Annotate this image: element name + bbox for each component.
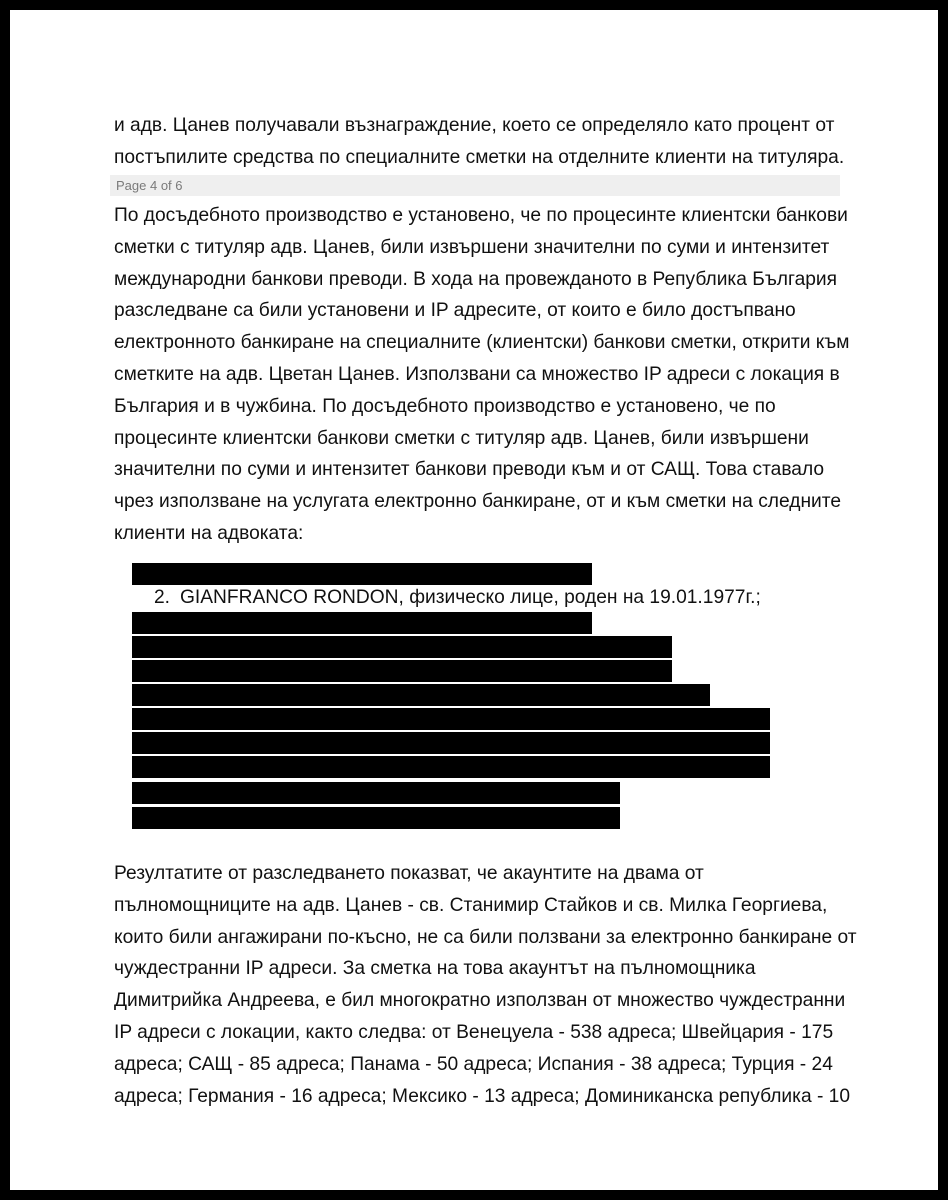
text-line: процесинте клиентски банкови сметки с титуляр адв. Цанев, били извършени — [114, 427, 809, 449]
list-item-number: 2. — [153, 587, 170, 608]
redaction-bar — [132, 782, 620, 804]
text-line: пълномощниците на адв. Цанев - св. Станимир Стайков и св. Милка Георгиева, — [114, 894, 828, 916]
redaction-bar — [132, 708, 770, 730]
text-line: значителни по суми и интензитет банкови преводи към и от САЩ. Това ставало — [114, 459, 825, 481]
redaction-bar — [132, 684, 710, 706]
paragraph-bottom — [114, 858, 857, 1112]
text-line: Димитрийка Андреева, е бил многократно използван от множество чуждестранни — [114, 990, 846, 1012]
document-page — [10, 10, 938, 1190]
text-line: IP адреси с локации, както следва: от Венецуела - 538 адреса; Швейцария - 175 — [114, 1021, 834, 1043]
text-line: адреса; САЩ - 85 адреса; Панама - 50 адреса; Испания - 38 адреса; Турция - 24 — [114, 1053, 833, 1075]
text-line: международни банкови преводи. В хода на провежданото в Република България — [114, 268, 838, 290]
text-line: и адв. Цанев получавали възнаграждение, което се определяло като процент от — [114, 115, 835, 136]
text-line: сметки с титуляр адв. Цанев, били извършени значителни по суми и интензитет — [114, 236, 830, 258]
text-line: постъпилите средства по специалните сметки на отделните клиенти на титуляра. — [114, 146, 845, 168]
text-line: разследване са били установени и IP адресите, от които е било достъпвано — [114, 300, 796, 322]
text-line: които били ангажирани по-късно, не са били ползвани за електронно банкиране от — [114, 926, 857, 948]
text-line: Резултатите от разследването показват, че акаунтите на двама от — [114, 863, 704, 884]
redaction-bar — [132, 636, 672, 658]
redaction-bar — [132, 732, 770, 754]
redaction-bar — [132, 660, 672, 682]
paragraph-top — [114, 110, 854, 174]
redaction-bar — [132, 807, 620, 829]
text-line: сметките на адв. Цветан Цанев. Използвани са множество IP адреси с локация в — [114, 363, 840, 385]
redaction-bar — [132, 563, 592, 585]
client-details: , физическо лице, роден на 19.01.1977г.; — [398, 587, 761, 608]
redaction-bar — [132, 756, 770, 778]
text-line: адреса; Германия - 16 адреса; Мексико - 13 адреса; Доминиканска република - 10 — [114, 1085, 851, 1107]
text-line: По досъдебното производство е установено, че по процесинте клиентски банкови — [114, 205, 848, 226]
redaction-bar — [132, 612, 592, 634]
text-line: чуждестранни IP адреси. За сметка на това акаунтът на пълномощника — [114, 958, 756, 980]
paragraph-main — [114, 200, 854, 550]
text-line: България и в чужбина. По досъдебното производство е установено, че по — [114, 395, 776, 417]
text-line: електронното банкиране на специалните (клиентски) банкови сметки, открити към — [114, 332, 850, 354]
text-line: чрез използване на услугата електронно банкиране, от и към сметки на следните — [114, 491, 842, 513]
client-name: GIANFRANCO RONDON — [180, 587, 399, 608]
page-number-footer: Page 4 of 6 — [110, 175, 840, 196]
text-line: клиенти на адвоката: — [114, 522, 304, 544]
client-list-item — [138, 586, 761, 610]
